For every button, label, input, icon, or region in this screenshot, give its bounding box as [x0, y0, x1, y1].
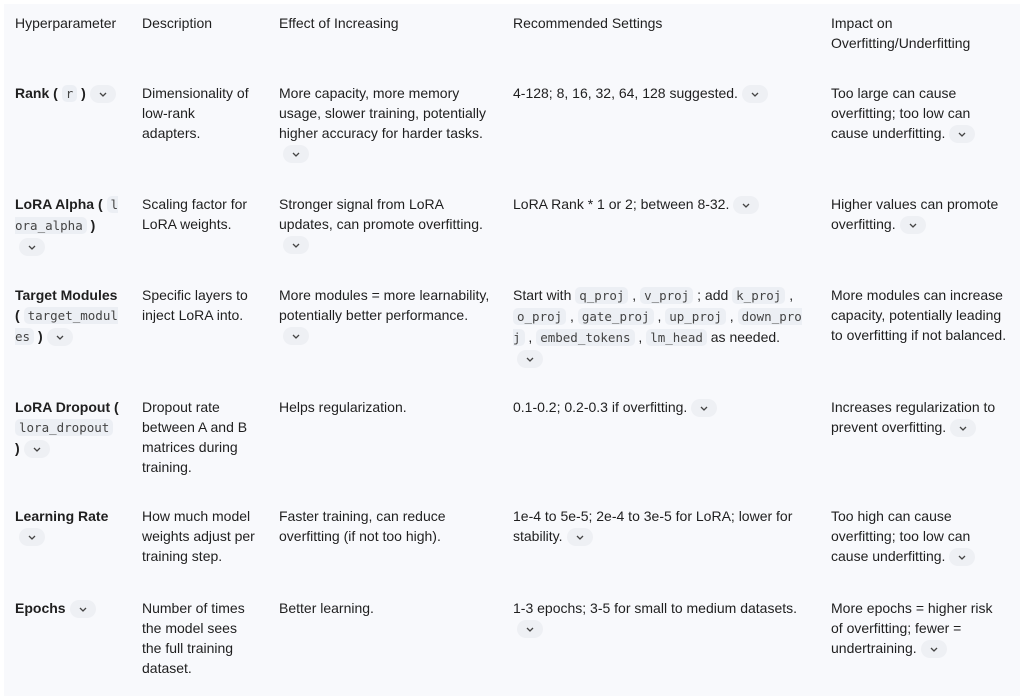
expand-chevron-button[interactable] — [283, 236, 309, 254]
chevron-down-icon — [957, 548, 967, 564]
cell-hyperparameter: LoRA Alpha ( lora_alpha ) — [4, 185, 131, 276]
expand-chevron-button[interactable] — [283, 327, 309, 345]
cell-text: Helps regularization. — [279, 399, 407, 415]
inline-code: o_proj — [513, 308, 566, 325]
hyperparameter-name: Learning Rate — [15, 508, 109, 524]
expand-chevron-button[interactable] — [567, 528, 593, 546]
cell-hyperparameter: Target Modules ( target_modules ) — [4, 276, 131, 388]
expand-chevron-button[interactable] — [950, 419, 976, 437]
chevron-down-icon — [291, 236, 301, 252]
expand-chevron-button[interactable] — [900, 216, 926, 234]
cell-text: Better learning. — [279, 600, 374, 616]
expand-chevron-button[interactable] — [47, 328, 73, 346]
cell-text: Stronger signal from LoRA updates, can promote overfitting. — [279, 196, 483, 232]
cell-hyperparameter: LoRA Dropout ( lora_dropout ) — [4, 388, 131, 497]
cell-text: Start with — [513, 287, 576, 303]
inline-code: gate_proj — [578, 308, 654, 325]
cell-hyperparameter: Rank ( r ) — [4, 74, 131, 185]
header-recommended: Recommended Settings — [513, 15, 663, 31]
cell-text: Dimensionality of low-rank adapters. — [142, 85, 249, 141]
table-row — [4, 589, 1020, 688]
cell-text: More modules = more learnability, potentially better performance. — [279, 287, 490, 323]
inline-code: up_proj — [665, 308, 726, 325]
cell-text: Higher values can promote overfitting. — [831, 196, 999, 232]
inline-code: down_proj — [513, 309, 802, 345]
chevron-down-icon — [750, 85, 760, 101]
cell-text: 0.1-0.2; 0.2-0.3 if overfitting. — [513, 399, 688, 415]
chevron-down-icon — [957, 125, 967, 141]
cell-text: 4-128; 8, 16, 32, 64, 128 suggested. — [513, 85, 738, 101]
header-hyperparameter: Hyperparameter — [15, 15, 117, 31]
expand-chevron-button[interactable] — [70, 600, 96, 618]
expand-chevron-button[interactable] — [517, 620, 543, 638]
cell-impact — [820, 388, 1020, 497]
table-row — [4, 185, 1020, 276]
expand-chevron-button[interactable] — [19, 528, 45, 546]
header-impact: Impact on Overfitting/Underfitting — [831, 15, 971, 51]
parameter-code: lora_alpha — [15, 197, 119, 233]
cell-text: , — [524, 329, 537, 345]
cell-text: ; add — [693, 287, 733, 303]
expand-chevron-button[interactable] — [90, 85, 116, 103]
hyperparameter-name: Epochs — [15, 600, 66, 616]
cell-description — [131, 497, 268, 589]
cell-recommended — [502, 589, 820, 688]
hyperparameter-name: Target Modules — [15, 287, 118, 303]
parameter-code: target_modules — [15, 308, 118, 344]
expand-chevron-button[interactable] — [24, 440, 50, 458]
expand-chevron-button[interactable] — [949, 548, 975, 566]
cell-text: Dropout rate between A and B matrices during training. — [142, 399, 248, 475]
cell-impact — [820, 276, 1020, 388]
cell-text: Too large can cause overfitting; too low can cause underfitting. — [831, 85, 971, 141]
cell-text: , — [785, 287, 794, 303]
cell-hyperparameter — [4, 589, 131, 688]
table-row — [4, 276, 1020, 388]
cell-recommended — [502, 276, 820, 388]
cell-effect — [268, 497, 502, 589]
cell-text: LoRA Rank * 1 or 2; between 8-32. — [513, 196, 730, 212]
expand-chevron-button[interactable] — [742, 85, 768, 103]
inline-code: lm_head — [646, 329, 707, 346]
expand-chevron-button[interactable] — [517, 350, 543, 368]
hyperparameter-name: LoRA Alpha — [15, 196, 95, 212]
cell-text: 1e-4 to 5e-5; 2e-4 to 3e-5 for LoRA; lower for stability. — [513, 508, 793, 544]
chevron-down-icon — [55, 328, 65, 344]
cell-recommended — [502, 388, 820, 497]
chevron-down-icon — [291, 145, 301, 161]
chevron-down-icon — [741, 196, 751, 212]
cell-text: How much model weights adjust per training step. — [142, 508, 255, 564]
cell-recommended — [502, 185, 820, 276]
cell-impact — [820, 497, 1020, 589]
cell-description — [131, 388, 268, 497]
expand-chevron-button[interactable] — [949, 125, 975, 143]
cell-text: , — [725, 308, 738, 324]
cell-text: , — [628, 287, 641, 303]
chevron-down-icon — [699, 399, 709, 415]
cell-effect — [268, 388, 502, 497]
cell-text: More modules can increase capacity, potentially leading to overfitting if not balanced. — [831, 287, 1007, 343]
cell-text: , — [634, 329, 647, 345]
chevron-down-icon — [575, 528, 585, 544]
chevron-down-icon — [908, 216, 918, 232]
cell-impact — [820, 589, 1020, 688]
cell-description — [131, 276, 268, 388]
parameter-code: r — [62, 85, 78, 102]
cell-description — [131, 74, 268, 185]
inline-code: k_proj — [732, 287, 785, 304]
table-row — [4, 497, 1020, 589]
table-row — [4, 74, 1020, 185]
cell-text: , — [653, 308, 666, 324]
hyperparameter-table — [4, 4, 1020, 688]
chevron-down-icon — [929, 640, 939, 656]
cell-effect — [268, 74, 502, 185]
cell-description — [131, 185, 268, 276]
inline-code: q_proj — [575, 287, 628, 304]
cell-text: More epochs = higher risk of overfitting; fewer = undertraining. — [831, 600, 993, 656]
cell-text: , — [566, 308, 578, 324]
cell-impact — [820, 74, 1020, 185]
hyperparameter-table-container — [4, 4, 1020, 696]
cell-recommended — [502, 74, 820, 185]
expand-chevron-button[interactable] — [19, 238, 45, 256]
chevron-down-icon — [958, 419, 968, 435]
cell-description — [131, 589, 268, 688]
cell-impact — [820, 185, 1020, 276]
header-description: Description — [142, 15, 213, 31]
cell-text: 1-3 epochs; 3-5 for small to medium datasets. — [513, 600, 798, 616]
cell-text: Scaling factor for LoRA weights. — [142, 196, 248, 232]
chevron-down-icon — [27, 528, 37, 544]
chevron-down-icon — [27, 238, 37, 254]
cell-text: Faster training, can reduce overfitting (if not too high). — [279, 508, 446, 544]
header-effect: Effect of Increasing — [279, 15, 399, 31]
expand-chevron-button[interactable] — [921, 640, 947, 658]
cell-effect — [268, 276, 502, 388]
table-header-row — [4, 4, 1020, 74]
table-row — [4, 388, 1020, 497]
expand-chevron-button[interactable] — [283, 145, 309, 163]
chevron-down-icon — [32, 440, 42, 456]
chevron-down-icon — [525, 620, 535, 636]
expand-chevron-button[interactable] — [733, 196, 759, 214]
expand-chevron-button[interactable] — [691, 399, 717, 417]
chevron-down-icon — [525, 350, 535, 366]
cell-text: as needed. — [706, 329, 781, 345]
parameter-code: lora_dropout — [15, 419, 113, 436]
cell-effect — [268, 185, 502, 276]
cell-text: Too high can cause overfitting; too low can cause underfitting. — [831, 508, 971, 564]
chevron-down-icon — [78, 600, 88, 616]
hyperparameter-name: LoRA Dropout — [15, 399, 111, 415]
cell-effect — [268, 589, 502, 688]
cell-hyperparameter — [4, 497, 131, 589]
hyperparameter-name: Rank — [15, 85, 50, 101]
cell-recommended — [502, 497, 820, 589]
cell-text: Increases regularization to prevent overfitting. — [831, 399, 996, 435]
cell-text: More capacity, more memory usage, slower training, potentially higher accuracy for harder tasks. — [279, 85, 487, 141]
cell-text: Specific layers to inject LoRA into. — [142, 287, 248, 323]
chevron-down-icon — [98, 85, 108, 101]
cell-text: Number of times the model sees the full training dataset. — [142, 600, 245, 676]
inline-code: v_proj — [640, 287, 693, 304]
chevron-down-icon — [291, 327, 301, 343]
inline-code: embed_tokens — [536, 329, 634, 346]
